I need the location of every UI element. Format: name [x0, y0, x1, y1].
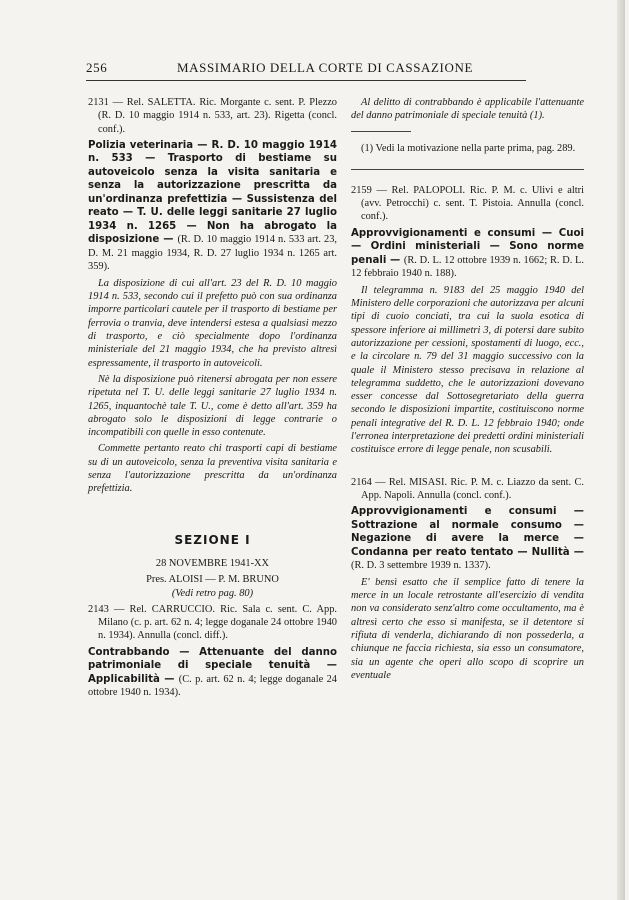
entry-2164-paragraph-1: E' bensì esatto che il semplice fatto di tenere la merce in un locale retrostante all'esercizio di vendita non va considerato senz'altro come occultamento, ma è altresì certo che esso si manifesta, se il detentore si rifiuta di venderla, dichiarando di non possederla, a chiunque ne faccia richiesta, sia esso un consumatore, sia un agente che operi allo scopo di scoprire un eventuale — [351, 576, 584, 681]
entry-2131-heading-ref: (R. D. 10 maggio 1914 n. 533 art. 23, D. M. 21 maggio 1934, R. D. 27 luglio 1934 n. 1265 art. 359). — [88, 234, 338, 273]
footnote-rule — [351, 131, 411, 132]
entry-2164-reference: 2164 — Rel. MISASI. Ric. P. M. c. Liazzo da sent. C. App. Napoli. Annulla (concl. conf.). — [351, 476, 584, 501]
entry-2131-heading — [88, 139, 337, 274]
entry-2131-paragraph-3: Commette pertanto reato chi trasporti capi di bestiame su di un autoveicolo, senza la preventiva visita sanitaria e senza l'autorizzazione prescritta da un'ordinanza prefettizia. — [88, 443, 337, 495]
entry-2159-reference: 2159 — Rel. PALOPOLI. Ric. P. M. c. Ulivi e altri (avv. Petrocchi) c. sent. T. Pistoia. Annulla (concl. conf.). — [351, 184, 584, 223]
entry-2131-reference: 2131 — Rel. SALETTA. Ric. Morgante c. sent. P. Plezzo (R. D. 10 maggio 1914 n. 533, art. 23). Rigetta (concl. conf.). — [88, 97, 337, 135]
entry-2159-heading-text: Approvvigionamenti e consumi — Cuoi — Ordini ministeriali — Sono norme penali — — [351, 227, 584, 266]
entry-2164-heading-text: Approvvigionamenti e consumi — Sottrazione al normale consumo — Negazione di avere la merce — Condanna per reato tentato — Nullità — — [351, 506, 584, 558]
entry-2143-heading-text: Contrabbando — Attenuante del danno patrimoniale di speciale tenuità — Applicabilità — — [88, 646, 337, 685]
section-note: (Vedi retro pag. 80) — [171, 587, 254, 599]
section-title: SEZIONE I — [174, 532, 251, 547]
entry-2164-heading-ref: (R. D. 3 settembre 1939 n. 1337). — [351, 560, 491, 572]
footnote: (1) Vedi la motivazione nella parte prima, pag. 289. — [361, 142, 576, 154]
entry-2143-heading — [88, 646, 337, 700]
running-title: MASSIMARIO DELLA CORTE DI CASSAZIONE — [177, 60, 473, 75]
page-header — [86, 58, 526, 81]
page-number: 256 — [86, 60, 108, 75]
entry-2143-paragraph-1: Al delitto di contrabbando è applicabile l'attenuante del danno patrimoniale di speciale tenuità (1). — [351, 97, 584, 122]
right-column — [351, 96, 584, 685]
entry-2143-heading-ref: (C. p. art. 62 n. 4; legge doganale 24 ottobre 1940 n. 1934). — [88, 673, 337, 699]
left-column — [88, 96, 337, 703]
entry-2143-reference: 2143 — Rel. CARRUCCIO. Ric. Sala c. sent. C. App. Milano (c. p. art. 62 n. 4; legge doganale 24 ottobre 1940 n. 1934). Annulla (concl. diff.). — [88, 603, 337, 642]
entry-2159-heading — [351, 227, 584, 281]
section-president: Pres. ALOISI — P. M. BRUNO — [146, 574, 279, 586]
spacer — [351, 460, 584, 476]
entry-2159-paragraph-1: Il telegramma n. 9183 del 25 maggio 1940 del Ministero delle corporazioni che autorizzava per alcuni tipi di cuoio conciati, tra cui la suola esotica di spessore inferiore ai millimetri 3, di potersi dare subito autorizzazione per cessioni, spostamenti di luogo, ecc., e la circolare n. 79 del 31 maggio successivo con la quale il Ministero stesso precisava in relazione al telegramma suddetto, che le autorizzazioni dovevano esser concesse dal Sottosegretariato della guerra secondo le disposizioni impartite, costituiscono norme penali integrative del R. D. L. 12 febbraio 1940; onde l'erronea interpretazione dei predetti ordini ministeriali costituisce errore di legge penale, non scusabili. — [351, 284, 584, 456]
entry-2131-heading-text: Polizia veterinaria — R. D. 10 maggio 1914 n. 533 — Trasporto di bestiame su autoveicolo senza la visita sanitaria e senza la autorizzazione prescritta da un'ordinanza prefettizia — Sussistenza del reato — T. U. delle leggi sanitarie 27 luglio 1934 n. 1265 — Non ha abrogato la disposizione — — [88, 139, 337, 246]
entry-2164-heading — [351, 505, 584, 573]
entry-2131-paragraph-2: Nè la disposizione può ritenersi abrogata per non essere ripetuta nel T. U. delle leggi sanitarie 27 luglio 1934 n. 1265, inquantochè tale T. U., come è detto all'art. 359 ha abrogato solo le disposizioni di legge contrarie o incompatibili con quelle in esso contenute. — [88, 373, 337, 439]
section-date: 28 NOVEMBRE 1941-XX — [155, 557, 270, 569]
page-edge — [617, 0, 625, 900]
entry-2159-heading-ref: (R. D. L. 12 ottobre 1939 n. 1662; R. D. L. 12 febbraio 1940 n. 188). — [351, 254, 585, 280]
entry-divider — [351, 169, 584, 170]
entry-2131-paragraph-1: La disposizione di cui all'art. 23 del R. D. 10 maggio 1914 n. 533, secondo cui il prefetto può con sua ordinanza imporre particolari cautele per il trasporto di bestiame per ferrovia o tranvia, deve intendersi estesa a qualsiasi mezzo di trasporto, e ciò specialmente dopo l'ordinanza ministeriale del 21 maggio 1934, che ha previsto altresì espressamente, il trasporto in autoveicoli. — [88, 277, 337, 369]
